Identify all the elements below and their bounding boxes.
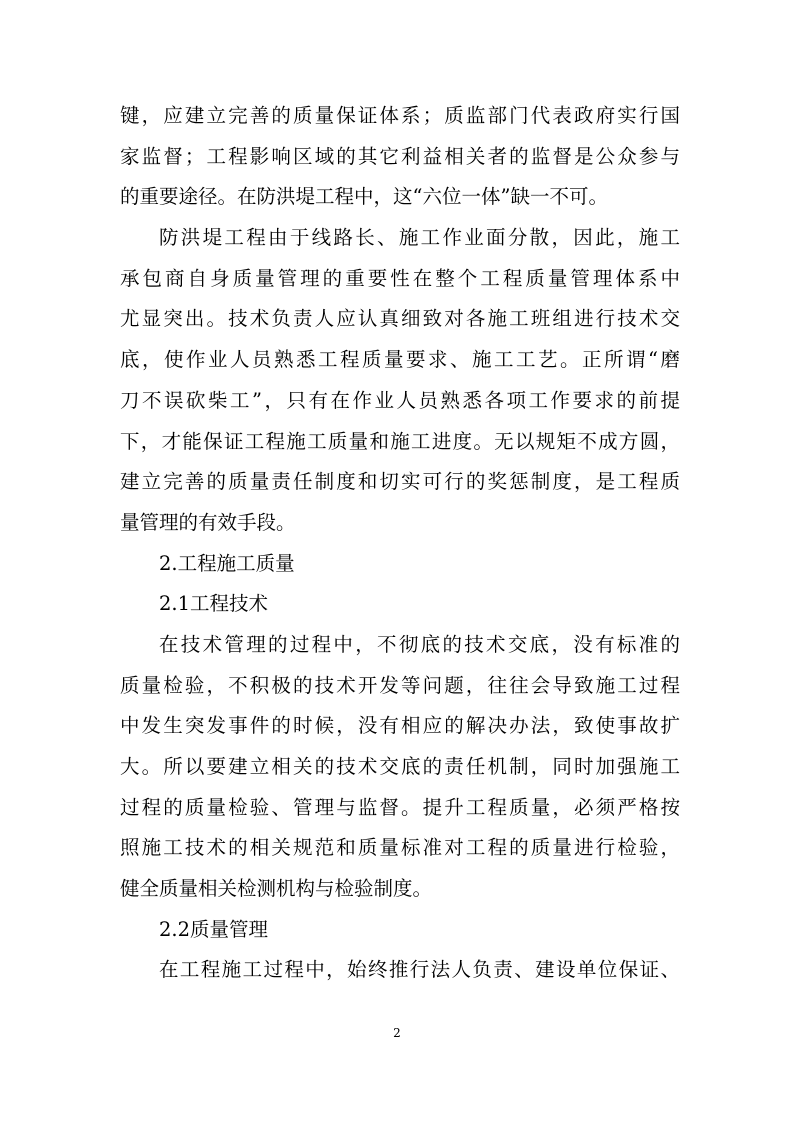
text-line: 在工程施工过程中，始终推行法人负责、建设单位保证、 (159, 958, 680, 982)
text-line: 刀不误砍柴工”，只有在作业人员熟悉各项工作要求的前提 (120, 388, 680, 412)
text-line: 在技术管理的过程中，不彻底的技术交底，没有标准的 (159, 632, 680, 656)
text-line: 建立完善的质量责任制度和切实可行的奖惩制度，是工程质 (120, 470, 680, 494)
text-line: 量管理的有效手段。 (120, 510, 296, 534)
document-body (120, 96, 680, 991)
text-line: 照施工技术的相关规范和质量标准对工程的质量进行检验， (120, 836, 680, 860)
subsection-heading: 2.1工程技术 (159, 592, 269, 616)
text-line: 下，才能保证工程施工质量和施工进度。无以规矩不成方圆， (120, 429, 680, 453)
text-line: 大。所以要建立相关的技术交底的责任机制，同时加强施工 (120, 755, 680, 778)
text-line: 防洪堤工程由于线路长、施工作业面分散，因此，施工 (159, 226, 680, 250)
text-line: 底，使作业人员熟悉工程质量要求、施工工艺。正所谓“磨 (120, 348, 680, 372)
subsection-heading: 2.2质量管理 (159, 917, 269, 941)
text-line: 键，应建立完善的质量保证体系；质监部门代表政府实行国 (120, 104, 680, 127)
section-heading: 2.工程施工质量 (159, 551, 295, 575)
text-line: 过程的质量检验、管理与监督。提升工程质量，必须严格按 (120, 795, 680, 819)
text-line: 尤显突出。技术负责人应认真细致对各施工班组进行技术交 (120, 307, 680, 331)
text-line: 健全质量相关检测机构与检验制度。 (120, 877, 433, 901)
text-line: 家监督；工程影响区域的其它利益相关者的监督是公众参与 (120, 144, 680, 168)
text-line: 的重要途径。在防洪堤工程中，这“六位一体”缺一不可。 (120, 185, 608, 209)
text-line: 承包商自身质量管理的重要性在整个工程质量管理体系中 (120, 266, 680, 290)
text-line: 中发生突发事件的时候，没有相应的解决办法，致使事故扩 (120, 714, 680, 738)
page-number: 2 (393, 1026, 401, 1040)
text-line: 质量检验，不积极的技术开发等问题，往往会导致施工过程 (120, 673, 680, 697)
